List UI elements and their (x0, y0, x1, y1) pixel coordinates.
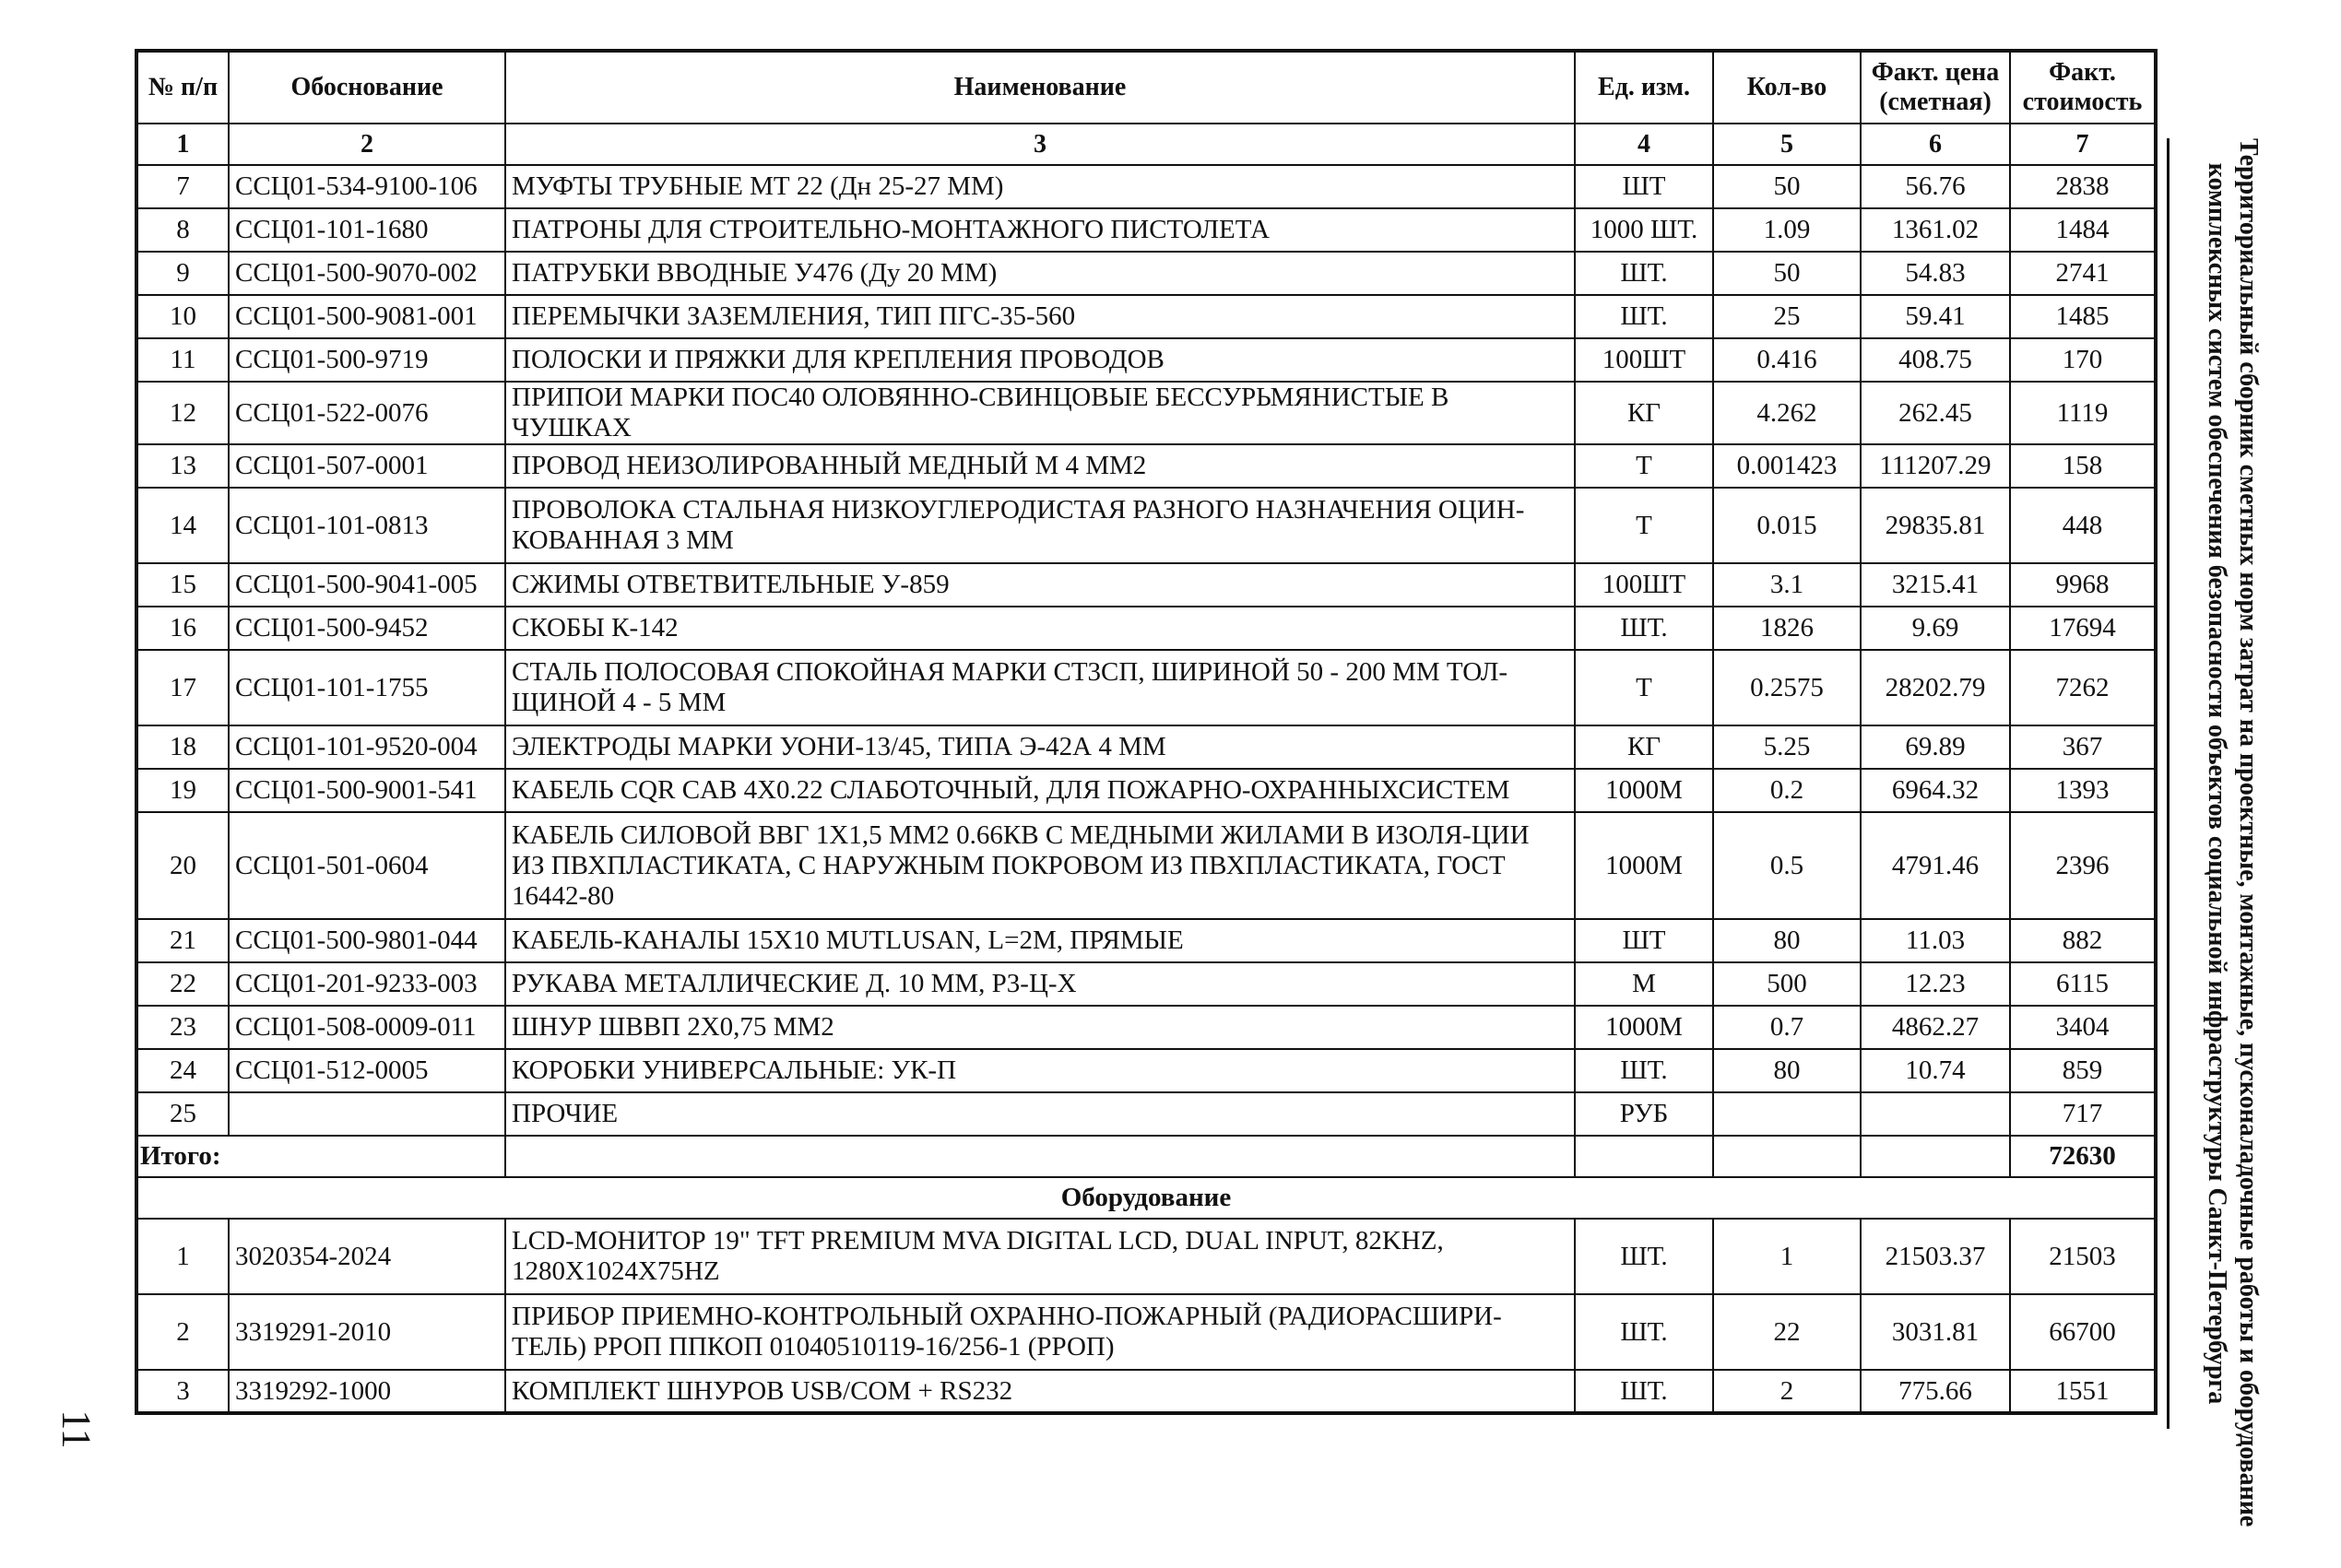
row-cost: 1119 (2010, 382, 2156, 444)
row-num: 25 (136, 1092, 229, 1136)
row-unit: КГ (1575, 725, 1713, 769)
row-name: LCD-МОНИТОР 19" TFT PREMIUM MVA DIGITAL LCD, DUAL INPUT, 82KHZ, 1280X1024X75HZ (505, 1219, 1575, 1294)
row-price: 12.23 (1861, 962, 2010, 1006)
row-name: ПРИПОИ МАРКИ ПОС40 ОЛОВЯННО-СВИНЦОВЫЕ БЕССУРЬМЯНИСТЫЕ В ЧУШКАХ (505, 382, 1575, 444)
column-number: 7 (2010, 124, 2156, 165)
table-row (136, 1294, 2156, 1370)
row-price: 6964.32 (1861, 769, 2010, 812)
row-name: КАБЕЛЬ-КАНАЛЫ 15Х10 MUTLUSAN, L=2M, ПРЯМЫЕ (505, 919, 1575, 962)
table-row (136, 295, 2156, 338)
row-num: 12 (136, 382, 229, 444)
row-price: 59.41 (1861, 295, 2010, 338)
row-num: 9 (136, 252, 229, 295)
total-row (136, 1136, 2156, 1177)
row-name: КОРОБКИ УНИВЕРСАЛЬНЫЕ: УК-П (505, 1049, 1575, 1092)
row-cost: 1485 (2010, 295, 2156, 338)
row-num: 3 (136, 1370, 229, 1413)
table-row (136, 252, 2156, 295)
column-number: 3 (505, 124, 1575, 165)
row-price: 4791.46 (1861, 812, 2010, 919)
header-row (136, 51, 2156, 124)
row-name: ПОЛОСКИ И ПРЯЖКИ ДЛЯ КРЕПЛЕНИЯ ПРОВОДОВ (505, 338, 1575, 382)
column-number: 5 (1713, 124, 1861, 165)
row-num: 1 (136, 1219, 229, 1294)
row-name: СЖИМЫ ОТВЕТВИТЕЛЬНЫЕ У-859 (505, 563, 1575, 607)
row-name: СКОБЫ К-142 (505, 607, 1575, 650)
estimate-table (135, 49, 2158, 1415)
row-code: ССЦ01-522-0076 (229, 382, 505, 444)
row-price: 262.45 (1861, 382, 2010, 444)
row-code: ССЦ01-101-1680 (229, 208, 505, 252)
total-value: 72630 (2010, 1136, 2156, 1177)
table-row (136, 725, 2156, 769)
row-num: 2 (136, 1294, 229, 1370)
header-num: № п/п (136, 51, 229, 124)
page-number: 11 (53, 1409, 100, 1449)
row-code: 3319292-1000 (229, 1370, 505, 1413)
row-cost: 170 (2010, 338, 2156, 382)
row-cost: 2396 (2010, 812, 2156, 919)
row-qty: 80 (1713, 919, 1861, 962)
row-name: ПЕРЕМЫЧКИ ЗАЗЕМЛЕНИЯ, ТИП ПГС-35-560 (505, 295, 1575, 338)
row-unit: 100ШТ (1575, 563, 1713, 607)
row-code: 3319291-2010 (229, 1294, 505, 1370)
row-name: КАБЕЛЬ СИЛОВОЙ ВВГ 1Х1,5 ММ2 0.66КВ С МЕДНЫМИ ЖИЛАМИ В ИЗОЛЯ-ЦИИ ИЗ ПВХПЛАСТИКАТА, С НАРУЖНЫМ ПОКРОВОМ ИЗ ПВХПЛАСТИКАТА, ГОСТ 16442-80 (505, 812, 1575, 919)
row-cost: 367 (2010, 725, 2156, 769)
row-qty: 5.25 (1713, 725, 1861, 769)
total-label: Итого: (136, 1136, 505, 1177)
row-code: ССЦ01-501-0604 (229, 812, 505, 919)
row-unit: ШТ. (1575, 1370, 1713, 1413)
table-row (136, 962, 2156, 1006)
row-name: МУФТЫ ТРУБНЫЕ МТ 22 (Дн 25-27 ММ) (505, 165, 1575, 208)
side-caption (2199, 138, 2264, 1527)
row-code: ССЦ01-534-9100-106 (229, 165, 505, 208)
row-code: ССЦ01-500-9001-541 (229, 769, 505, 812)
row-price: 3031.81 (1861, 1294, 2010, 1370)
row-unit: ШТ. (1575, 607, 1713, 650)
row-name: КАБЕЛЬ CQR CAB 4X0.22 СЛАБОТОЧНЫЙ, ДЛЯ ПОЖАРНО-ОХРАННЫХСИСТЕМ (505, 769, 1575, 812)
row-code: 3020354-2024 (229, 1219, 505, 1294)
row-code: ССЦ01-500-9801-044 (229, 919, 505, 962)
section-row (136, 1177, 2156, 1219)
row-qty: 0.416 (1713, 338, 1861, 382)
row-unit: Т (1575, 444, 1713, 488)
row-num: 24 (136, 1049, 229, 1092)
row-unit: 1000 ШТ. (1575, 208, 1713, 252)
row-num: 18 (136, 725, 229, 769)
row-num: 23 (136, 1006, 229, 1049)
row-qty: 50 (1713, 252, 1861, 295)
row-qty: 2 (1713, 1370, 1861, 1413)
row-unit: ШТ (1575, 165, 1713, 208)
row-unit: ШТ. (1575, 252, 1713, 295)
row-code: ССЦ01-512-0005 (229, 1049, 505, 1092)
row-cost: 9968 (2010, 563, 2156, 607)
column-number: 1 (136, 124, 229, 165)
row-qty: 0.2 (1713, 769, 1861, 812)
row-name: СТАЛЬ ПОЛОСОВАЯ СПОКОЙНАЯ МАРКИ СТ3СП, ШИРИНОЙ 50 - 200 ММ ТОЛ-ЩИНОЙ 4 - 5 ММ (505, 650, 1575, 725)
table-row (136, 607, 2156, 650)
table-row (136, 1092, 2156, 1136)
row-qty: 0.2575 (1713, 650, 1861, 725)
row-qty: 1 (1713, 1219, 1861, 1294)
header-qty: Кол-во (1713, 51, 1861, 124)
row-num: 19 (136, 769, 229, 812)
row-qty: 0.5 (1713, 812, 1861, 919)
row-price: 111207.29 (1861, 444, 2010, 488)
row-qty: 22 (1713, 1294, 1861, 1370)
header-cost: Факт. стоимость (2010, 51, 2156, 124)
row-num: 10 (136, 295, 229, 338)
row-price: 29835.81 (1861, 488, 2010, 563)
table-row (136, 444, 2156, 488)
table-row (136, 1370, 2156, 1413)
row-cost: 1551 (2010, 1370, 2156, 1413)
row-code: ССЦ01-508-0009-011 (229, 1006, 505, 1049)
column-number-row (136, 124, 2156, 165)
table-row (136, 919, 2156, 962)
row-price: 28202.79 (1861, 650, 2010, 725)
row-qty: 50 (1713, 165, 1861, 208)
equipment-body (136, 1219, 2156, 1413)
row-qty: 1826 (1713, 607, 1861, 650)
row-num: 21 (136, 919, 229, 962)
row-price: 3215.41 (1861, 563, 2010, 607)
header-name: Наименование (505, 51, 1575, 124)
row-price: 69.89 (1861, 725, 2010, 769)
row-unit: М (1575, 962, 1713, 1006)
equipment-section-title: Оборудование (136, 1177, 2156, 1219)
row-price: 9.69 (1861, 607, 2010, 650)
row-qty: 80 (1713, 1049, 1861, 1092)
row-cost: 1484 (2010, 208, 2156, 252)
row-cost: 2838 (2010, 165, 2156, 208)
row-price: 1361.02 (1861, 208, 2010, 252)
row-qty: 500 (1713, 962, 1861, 1006)
row-code: ССЦ01-500-9081-001 (229, 295, 505, 338)
row-code (229, 1092, 505, 1136)
row-unit: ШТ. (1575, 1219, 1713, 1294)
row-name: ШНУР ШВВП 2Х0,75 ММ2 (505, 1006, 1575, 1049)
table-row (136, 1006, 2156, 1049)
row-price: 21503.37 (1861, 1219, 2010, 1294)
row-price: 10.74 (1861, 1049, 2010, 1092)
row-cost: 6115 (2010, 962, 2156, 1006)
row-qty: 3.1 (1713, 563, 1861, 607)
row-num: 14 (136, 488, 229, 563)
row-num: 8 (136, 208, 229, 252)
table-row (136, 382, 2156, 444)
row-unit: Т (1575, 488, 1713, 563)
side-caption-line: комплексных систем обеспечения безопасности объектов социальной инфраструктуры Санкт-Петербурга (2203, 162, 2231, 1405)
row-code: ССЦ01-500-9452 (229, 607, 505, 650)
row-name: ПАТРОНЫ ДЛЯ СТРОИТЕЛЬНО-МОНТАЖНОГО ПИСТОЛЕТА (505, 208, 1575, 252)
row-price (1861, 1092, 2010, 1136)
row-cost: 2741 (2010, 252, 2156, 295)
row-price: 408.75 (1861, 338, 2010, 382)
row-num: 7 (136, 165, 229, 208)
row-qty: 4.262 (1713, 382, 1861, 444)
row-qty: 1.09 (1713, 208, 1861, 252)
row-cost: 66700 (2010, 1294, 2156, 1370)
row-qty: 0.7 (1713, 1006, 1861, 1049)
row-cost: 3404 (2010, 1006, 2156, 1049)
row-code: ССЦ01-101-1755 (229, 650, 505, 725)
table-row (136, 165, 2156, 208)
row-unit: 1000М (1575, 769, 1713, 812)
row-code: ССЦ01-507-0001 (229, 444, 505, 488)
row-price: 4862.27 (1861, 1006, 2010, 1049)
table-row (136, 563, 2156, 607)
table-row (136, 1049, 2156, 1092)
row-num: 13 (136, 444, 229, 488)
header-unit: Ед. изм. (1575, 51, 1713, 124)
row-unit: 1000М (1575, 1006, 1713, 1049)
row-unit: ШТ. (1575, 1049, 1713, 1092)
column-number: 6 (1861, 124, 2010, 165)
row-unit: ШТ (1575, 919, 1713, 962)
row-name: ПАТРУБКИ ВВОДНЫЕ У476 (Ду 20 ММ) (505, 252, 1575, 295)
table-row (136, 338, 2156, 382)
header-price: Факт. цена (сметная) (1861, 51, 2010, 124)
row-code: ССЦ01-101-0813 (229, 488, 505, 563)
row-unit: ШТ. (1575, 295, 1713, 338)
row-qty: 0.001423 (1713, 444, 1861, 488)
row-name: ПРОВОД НЕИЗОЛИРОВАННЫЙ МЕДНЫЙ М 4 ММ2 (505, 444, 1575, 488)
row-unit: Т (1575, 650, 1713, 725)
row-cost: 859 (2010, 1049, 2156, 1092)
row-code: ССЦ01-101-9520-004 (229, 725, 505, 769)
table-row (136, 488, 2156, 563)
row-name: ЭЛЕКТРОДЫ МАРКИ УОНИ-13/45, ТИПА Э-42А 4 ММ (505, 725, 1575, 769)
row-unit: КГ (1575, 382, 1713, 444)
row-cost: 158 (2010, 444, 2156, 488)
row-price: 11.03 (1861, 919, 2010, 962)
table-row (136, 812, 2156, 919)
row-cost: 717 (2010, 1092, 2156, 1136)
row-name: ПРОВОЛОКА СТАЛЬНАЯ НИЗКОУГЛЕРОДИСТАЯ РАЗНОГО НАЗНАЧЕНИЯ ОЦИН-КОВАННАЯ 3 ММ (505, 488, 1575, 563)
row-qty: 0.015 (1713, 488, 1861, 563)
row-num: 17 (136, 650, 229, 725)
row-code: ССЦ01-201-9233-003 (229, 962, 505, 1006)
row-name: ПРИБОР ПРИЕМНО-КОНТРОЛЬНЫЙ ОХРАННО-ПОЖАРНЫЙ (РАДИОРАСШИРИ-ТЕЛЬ) РРОП ППКОП 01040510119-16/256-1 (РРОП) (505, 1294, 1575, 1370)
table-row (136, 1219, 2156, 1294)
total-body (136, 1136, 2156, 1219)
row-cost: 17694 (2010, 607, 2156, 650)
row-cost: 882 (2010, 919, 2156, 962)
row-num: 16 (136, 607, 229, 650)
row-price: 54.83 (1861, 252, 2010, 295)
table-row (136, 650, 2156, 725)
row-unit: 1000М (1575, 812, 1713, 919)
table-row (136, 208, 2156, 252)
row-cost: 1393 (2010, 769, 2156, 812)
row-name: РУКАВА МЕТАЛЛИЧЕСКИЕ Д. 10 ММ, Р3-Ц-Х (505, 962, 1575, 1006)
row-qty (1713, 1092, 1861, 1136)
row-price: 775.66 (1861, 1370, 2010, 1413)
header-code: Обоснование (229, 51, 505, 124)
row-num: 22 (136, 962, 229, 1006)
row-unit: ШТ. (1575, 1294, 1713, 1370)
row-cost: 7262 (2010, 650, 2156, 725)
table-row (136, 769, 2156, 812)
row-qty: 25 (1713, 295, 1861, 338)
row-code: ССЦ01-500-9041-005 (229, 563, 505, 607)
row-price: 56.76 (1861, 165, 2010, 208)
column-number: 2 (229, 124, 505, 165)
row-code: ССЦ01-500-9719 (229, 338, 505, 382)
materials-body (136, 165, 2156, 1136)
row-name: КОМПЛЕКТ ШНУРОВ USB/COM + RS232 (505, 1370, 1575, 1413)
side-caption-line: Территориальный сборник сметных норм затрат на проектные, монтажные, пусконаладочные работы и оборудование (2234, 138, 2263, 1527)
row-unit: РУБ (1575, 1092, 1713, 1136)
row-num: 11 (136, 338, 229, 382)
row-unit: 100ШТ (1575, 338, 1713, 382)
row-name: ПРОЧИЕ (505, 1092, 1575, 1136)
row-num: 15 (136, 563, 229, 607)
row-code: ССЦ01-500-9070-002 (229, 252, 505, 295)
row-num: 20 (136, 812, 229, 919)
column-number: 4 (1575, 124, 1713, 165)
row-cost: 21503 (2010, 1219, 2156, 1294)
row-cost: 448 (2010, 488, 2156, 563)
